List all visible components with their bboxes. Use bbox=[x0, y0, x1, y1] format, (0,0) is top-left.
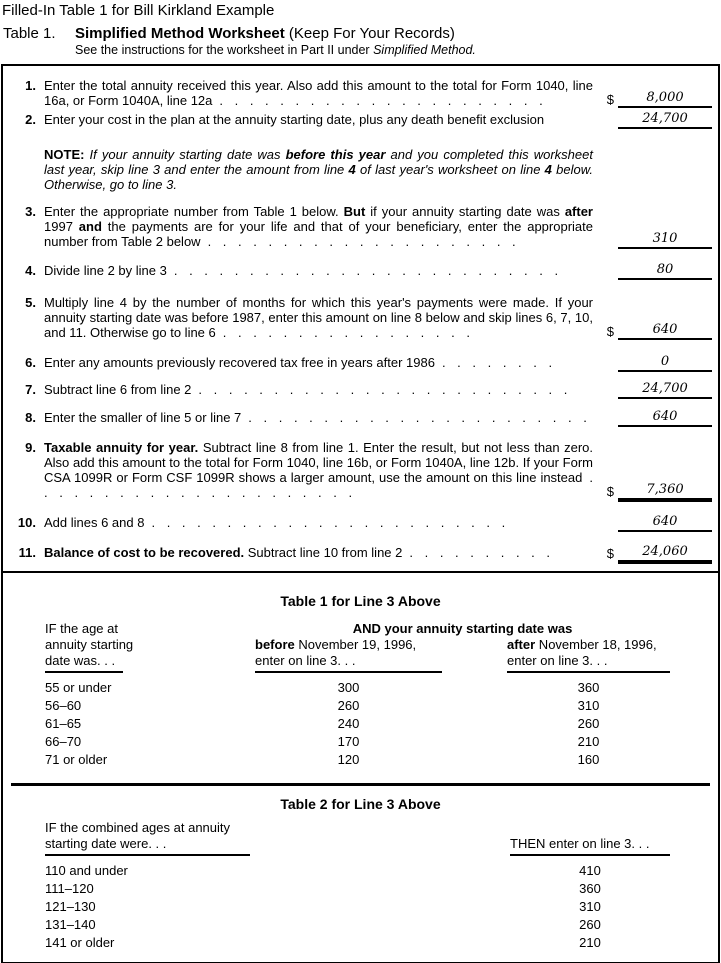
table1-right-headers bbox=[255, 621, 670, 673]
worksheet-title-suffix: (Keep For Your Records) bbox=[284, 25, 455, 42]
worksheet-line-9 bbox=[5, 440, 712, 500]
worksheet-line-5 bbox=[5, 295, 712, 340]
age-cell: 71 or older bbox=[45, 752, 108, 767]
before-cell: 120 bbox=[337, 752, 360, 767]
table1-col1-header: IF the age at annuity starting date was. . . bbox=[45, 621, 255, 673]
table-row bbox=[45, 916, 718, 934]
ages-cell: 110 and under bbox=[45, 863, 128, 878]
entry-value: 24,700 bbox=[618, 382, 712, 399]
line-number: 6. bbox=[25, 355, 36, 370]
ages-cell: 141 or older bbox=[45, 935, 115, 950]
amount-cell bbox=[600, 112, 712, 129]
entry-value: 7,360 bbox=[618, 483, 712, 500]
worksheet-title: Simplified Method Worksheet bbox=[75, 25, 285, 42]
dollar-sign: $ bbox=[606, 546, 614, 561]
line-number: 7. bbox=[25, 382, 36, 397]
line-number: 5. bbox=[25, 295, 36, 310]
line-text: Enter any amounts previously recovered tax free in years after 1986 . . . . . . . . bbox=[44, 355, 553, 370]
entry-value: 0 bbox=[618, 355, 712, 372]
before-cell: 300 bbox=[337, 680, 360, 695]
amount-cell bbox=[600, 91, 712, 108]
dot-leader: . . . . . . . . . . . . . . . . . . . . . . . . bbox=[151, 515, 506, 530]
table2-header bbox=[45, 820, 718, 856]
after-cell: 260 bbox=[577, 716, 600, 731]
amount-cell bbox=[600, 545, 712, 562]
entry-value: 80 bbox=[618, 263, 712, 280]
dot-leader: . . . . . . . . . . . . . . . . . . . . . bbox=[207, 234, 516, 249]
table-divider bbox=[11, 783, 710, 786]
worksheet-line-1 bbox=[5, 78, 712, 108]
ages-cell: 121–130 bbox=[45, 899, 96, 914]
line-text: Subtract line 6 from line 2 . . . . . . . . . . . . . . . . . . . . . . . . . bbox=[44, 382, 568, 397]
amount-cell bbox=[600, 355, 712, 372]
worksheet-title-row bbox=[3, 26, 721, 41]
table-row bbox=[45, 862, 718, 880]
table-row bbox=[45, 679, 718, 697]
age-cell: 55 or under bbox=[45, 680, 112, 695]
document-heading: Filled-In Table 1 for Bill Kirkland Example bbox=[2, 2, 275, 19]
worksheet-box bbox=[1, 64, 720, 573]
table2-col1-header: IF the combined ages at annuity starting date were. . . bbox=[45, 820, 250, 856]
table-row bbox=[45, 751, 718, 769]
worksheet-title-group bbox=[75, 26, 455, 41]
before-cell: 240 bbox=[337, 716, 360, 731]
col1-underline: date was. . . bbox=[45, 653, 123, 673]
table2-title: Table 2 for Line 3 Above bbox=[280, 796, 441, 812]
entry-value: 640 bbox=[618, 410, 712, 427]
line-number: 8. bbox=[25, 410, 36, 425]
age-cell: 56–60 bbox=[45, 698, 82, 713]
line-text: Balance of cost to be recovered. Subtract line 10 from line 2 . . . . . . . . . . bbox=[44, 545, 550, 560]
line-text: Enter the smaller of line 5 or line 7 . . . . . . . . . . . . . . . . . . . . . . . bbox=[44, 410, 587, 425]
line-number: 1. bbox=[25, 78, 36, 93]
line-number: 4. bbox=[25, 263, 36, 278]
line-text: Divide line 2 by line 3 . . . . . . . . . . . . . . . . . . . . . . . . . . bbox=[44, 263, 559, 278]
amount-cell bbox=[600, 483, 712, 500]
after-cell: 210 bbox=[577, 734, 600, 749]
after-cell: 310 bbox=[577, 698, 600, 713]
line-text: Enter your cost in the plan at the annuity starting date, plus any death benefit exclusion bbox=[44, 112, 545, 127]
line-text: Enter the appropriate number from Table 1 below. But if your annuity starting date was after 1997 and the payments are for your life and that of your beneficiary, enter the appropriate number from Table 2 below . . . . . . . . . . . . . . . . . . . . . bbox=[44, 204, 593, 249]
amount-cell bbox=[600, 410, 712, 427]
value-cell: 210 bbox=[579, 935, 601, 950]
line-text: Enter the total annuity received this year. Also add this amount to the total for Form 1040, line 16a, or Form 1040A, line 12a . . . . . . . . . . . . . . . . . . . . . . bbox=[44, 78, 593, 108]
note-label: NOTE: bbox=[44, 147, 85, 162]
table-row bbox=[45, 733, 718, 751]
before-cell: 260 bbox=[337, 698, 360, 713]
dollar-sign: $ bbox=[606, 324, 614, 339]
worksheet-line-2 bbox=[5, 112, 712, 129]
dollar-sign: $ bbox=[606, 484, 614, 499]
table2-col2-header: THEN enter on line 3. . . bbox=[510, 836, 670, 856]
line-number: 9. bbox=[25, 440, 36, 455]
table-row bbox=[45, 934, 718, 952]
worksheet-line-6 bbox=[5, 355, 712, 372]
table-row bbox=[45, 898, 718, 916]
value-cell: 310 bbox=[579, 899, 601, 914]
entry-value: 310 bbox=[618, 232, 712, 249]
worksheet-line-8 bbox=[5, 410, 712, 427]
value-cell: 360 bbox=[579, 881, 601, 896]
worksheet-note: NOTE: If your annuity starting date was before this year and you completed this worksheet last year, skip line 3 and enter the amount from line 4 of last year's worksheet on line 4 below. Otherwise, go to line 3. bbox=[44, 147, 593, 192]
value-cell: 260 bbox=[579, 917, 601, 932]
worksheet-line-3 bbox=[5, 204, 712, 249]
amount-cell bbox=[600, 263, 712, 280]
dot-leader: . . . . . . . . . . . . . . . . . . . . . . bbox=[44, 470, 593, 500]
dot-leader: . . . . . . . . . . . . . . . . . bbox=[222, 325, 470, 340]
ages-cell: 131–140 bbox=[45, 917, 96, 932]
line-number: 2. bbox=[25, 112, 36, 127]
worksheet-line-7 bbox=[5, 382, 712, 399]
before-cell: 170 bbox=[337, 734, 360, 749]
dot-leader: . . . . . . . . . . . . . . . . . . . . . . bbox=[219, 93, 543, 108]
worksheet-line-10 bbox=[5, 515, 712, 532]
line-text: Multiply line 4 by the number of months for which this year's payments were made. If your annuity starting date was before 1987, enter this amount on line 8 below and skip lines 6, 7, 10, and 11. Otherwise go to line 6 . . . . . . . . . . . . . . . . . bbox=[44, 295, 593, 340]
subtitle-emphasis: Simplified Method. bbox=[373, 43, 476, 57]
table-label: Table 1. bbox=[3, 25, 56, 42]
table1-after-header: after November 18, 1996, enter on line 3. . . bbox=[507, 637, 670, 673]
amount-cell bbox=[600, 323, 712, 340]
line-number: 10. bbox=[17, 515, 36, 530]
dot-leader: . . . . . . . . . . . . . . . . . . . . . . . . . . bbox=[173, 263, 559, 278]
table2-rows bbox=[3, 862, 718, 952]
amount-cell bbox=[600, 382, 712, 399]
line-number: 3. bbox=[25, 204, 36, 219]
table1-header bbox=[45, 621, 718, 673]
value-cell: 410 bbox=[579, 863, 601, 878]
ages-cell: 111–120 bbox=[45, 881, 94, 896]
col1-underline: starting date were. . . bbox=[45, 836, 250, 856]
entry-value: 24,060 bbox=[618, 545, 712, 562]
tables-box bbox=[1, 571, 720, 963]
worksheet-line-11 bbox=[5, 545, 712, 562]
line-text: Taxable annuity for year. Subtract line 8 from line 1. Enter the result, but not less than zero. Also add this amount to the total for Form 1040, line 16b, or Form 1040A, line 12b. If your Form CSA 1099R or Form CSF 1099R shows a larger amount, use the amount on this line instead . . . . . . . . . . . . . . . . . . . . . . bbox=[44, 440, 593, 500]
dot-leader: . . . . . . . . . . . . . . . . . . . . . . . bbox=[248, 410, 587, 425]
after-cell: 160 bbox=[577, 752, 600, 767]
line-number: 11. bbox=[18, 545, 36, 560]
entry-value: 640 bbox=[618, 323, 712, 340]
amount-cell bbox=[600, 515, 712, 532]
entry-value: 24,700 bbox=[618, 112, 712, 129]
table-row bbox=[45, 880, 718, 898]
table-row bbox=[45, 697, 718, 715]
table-row bbox=[45, 715, 718, 733]
after-cell: 360 bbox=[577, 680, 600, 695]
worksheet-line-4 bbox=[5, 263, 712, 280]
dot-leader: . . . . . . . . . . . . . . . . . . . . . . . . . bbox=[198, 382, 568, 397]
entry-value: 640 bbox=[618, 515, 712, 532]
entry-value: 8,000 bbox=[618, 91, 712, 108]
table1-title: Table 1 for Line 3 Above bbox=[280, 593, 441, 609]
table1-span-header: AND your annuity starting date was bbox=[352, 621, 573, 636]
amount-cell bbox=[600, 232, 712, 249]
table1-before-header: before November 19, 1996, enter on line 3. . . bbox=[255, 637, 442, 673]
dot-leader: . . . . . . . . bbox=[441, 355, 553, 370]
age-cell: 66–70 bbox=[45, 734, 82, 749]
line-text: Add lines 6 and 8 . . . . . . . . . . . . . . . . . . . . . . . . bbox=[44, 515, 506, 530]
age-cell: 61–65 bbox=[45, 716, 82, 731]
dot-leader: . . . . . . . . . . bbox=[409, 545, 550, 560]
worksheet-subtitle: See the instructions for the worksheet in Part II under Simplified Method. bbox=[75, 43, 476, 57]
table1-rows bbox=[3, 679, 718, 769]
dollar-sign: $ bbox=[606, 92, 614, 107]
